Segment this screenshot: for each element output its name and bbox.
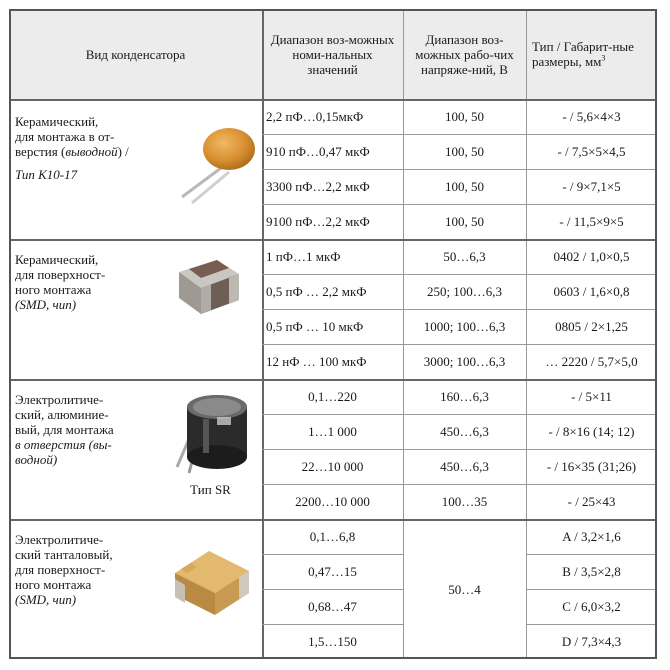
g3-size-1: - / 5×11 (571, 389, 612, 404)
g1-range-4: 9100 пФ…2,2 мкФ (266, 214, 370, 229)
header-range (262, 9, 403, 99)
grid-hline (262, 204, 657, 205)
g2-voltage-3: 1000; 100…6,3 (423, 319, 506, 334)
ceramic-disc-capacitor-image (157, 117, 257, 207)
g4-range-2: 0,47…15 (308, 564, 357, 579)
grid-hline (526, 589, 657, 590)
grid-hline (262, 484, 657, 485)
type-ceramic-leaded: Керамический, для монтажа в от- верстия (выводной) / Тип К10-17 (15, 114, 129, 182)
grid-hline (262, 449, 657, 450)
g3-voltage-4: 100…35 (441, 494, 488, 509)
g1-size-3: - / 9×7,1×5 (562, 179, 621, 194)
g3-voltage-3: 450…6,3 (440, 459, 489, 474)
grid-hline (262, 414, 657, 415)
grid-hline (526, 554, 657, 555)
g2-size-3: 0805 / 2×1,25 (555, 319, 628, 334)
header-size (526, 9, 657, 99)
grid-hline (9, 519, 657, 521)
g1-voltage-1: 100, 50 (445, 109, 484, 124)
g4-size-2: B / 3,5×2,8 (562, 564, 621, 579)
g1-range-3: 3300 пФ…2,2 мкФ (266, 179, 370, 194)
grid-hline (9, 239, 657, 241)
g2-size-2: 0603 / 1,6×0,8 (553, 284, 630, 299)
grid-hline (262, 309, 657, 310)
grid-hline (262, 169, 657, 170)
g1-range-2: 910 пФ…0,47 мкФ (266, 144, 370, 159)
tantalum-smd-capacitor-image (167, 531, 257, 621)
g1-size-4: - / 11,5×9×5 (559, 214, 624, 229)
g3-range-3: 22…10 000 (301, 459, 364, 474)
header-size-label: Тип / Габарит-ные размеры, $мм^3$ (532, 39, 634, 69)
header-voltage-label: Диапазон воз-можных рабо-чих напряже-ний, В (415, 31, 514, 77)
g3-size-3: - / 16×35 (31;26) (546, 459, 637, 474)
subtype-sr: Тип SR (190, 481, 231, 497)
g3-range-2: 1…1 000 (308, 424, 357, 439)
g2-voltage-1: 50…6,3 (443, 249, 486, 264)
grid-vline (403, 9, 404, 659)
g1-voltage-3: 100, 50 (445, 179, 484, 194)
grid-hline (262, 274, 657, 275)
g2-voltage-2: 250; 100…6,3 (426, 284, 503, 299)
g1-size-1: - / 5,6×4×3 (562, 109, 621, 124)
g4-range-4: 1,5…150 (308, 634, 357, 649)
grid-hline (9, 379, 657, 381)
g4-size-1: A / 3,2×1,6 (562, 529, 621, 544)
g4-range-1: 0,1…6,8 (309, 529, 356, 544)
grid-hline (262, 589, 403, 590)
g2-voltage-4: 3000; 100…6,3 (423, 354, 506, 369)
header-range-label: Диапазон воз-можных номи-нальных значений (270, 31, 395, 77)
g4-size-4: D / 7,3×4,3 (561, 634, 622, 649)
smd-ceramic-chip-image (167, 252, 249, 322)
grid-hline (262, 554, 403, 555)
g1-range-1: 2,2 пФ…0,15мкФ (266, 109, 364, 124)
type-ceramic-smd: Керамический, для поверхност- ного монтажа (SMD, чип) (15, 252, 106, 312)
type-aluminum-electrolytic: Электролитиче- ский, алюминие- вый, для монтажа в отверстия (вы- водной) (15, 392, 114, 467)
aluminum-electrolytic-capacitor-image (167, 387, 257, 477)
g4-size-3: C / 6,0×3,2 (562, 599, 621, 614)
header-voltage (403, 9, 526, 99)
grid-hline (9, 99, 657, 101)
g3-range-4: 2200…10 000 (295, 494, 370, 509)
grid-vline (526, 9, 527, 659)
g2-range-4: 12 нФ … 100 мкФ (266, 354, 367, 369)
g1-size-2: - / 7,5×5×4,5 (557, 144, 626, 159)
g1-voltage-4: 100, 50 (445, 214, 484, 229)
header-type (9, 9, 262, 99)
g3-voltage-2: 450…6,3 (440, 424, 489, 439)
grid-hline (526, 624, 657, 625)
g1-voltage-2: 100, 50 (445, 144, 484, 159)
capacitor-table (9, 9, 657, 659)
grid-hline (262, 624, 403, 625)
g2-size-4: … 2220 / 5,7×5,0 (545, 354, 638, 369)
grid-hline (262, 344, 657, 345)
g2-range-1: 1 пФ…1 мкФ (266, 249, 341, 264)
g2-size-1: 0402 / 1,0×0,5 (553, 249, 630, 264)
g4-range-3: 0,68…47 (308, 599, 357, 614)
header-type-label: Вид конденсатора (85, 46, 186, 62)
g3-voltage-1: 160…6,3 (440, 389, 489, 404)
g3-range-1: 0,1…220 (308, 389, 357, 404)
grid-hline (262, 134, 657, 135)
grid-vline (262, 9, 264, 659)
type-tantalum-smd: Электролитиче- ский танталовый, для поверхност- ного монтажа (SMD, чип) (15, 532, 113, 607)
g3-size-4: - / 25×43 (567, 494, 616, 509)
g2-range-2: 0,5 пФ … 2,2 мкФ (266, 284, 367, 299)
g2-range-3: 0,5 пФ … 10 мкФ (266, 319, 364, 334)
g4-voltage: 50…4 (448, 581, 481, 597)
g3-size-2: - / 8×16 (14; 12) (548, 424, 635, 439)
